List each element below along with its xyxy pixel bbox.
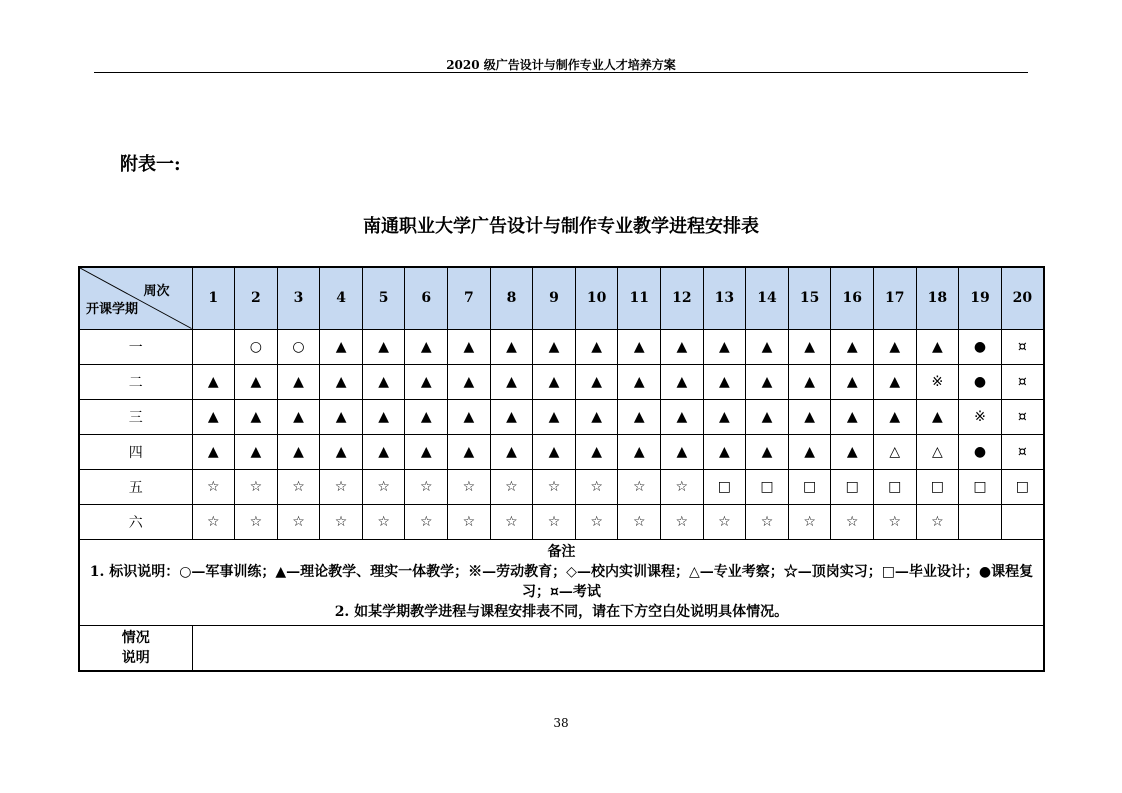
- week-header-1: 1: [192, 267, 235, 329]
- schedule-cell: ¤: [1001, 434, 1044, 469]
- schedule-cell: ▲: [746, 364, 789, 399]
- notes-title: 备注: [547, 544, 576, 560]
- schedule-cell: □: [703, 469, 746, 504]
- schedule-cell: ☆: [362, 469, 405, 504]
- schedule-cell: ☆: [277, 469, 320, 504]
- schedule-cell: □: [916, 469, 959, 504]
- schedule-cell: ▲: [277, 364, 320, 399]
- schedule-cell: ※: [959, 399, 1002, 434]
- schedule-cell: ▲: [831, 399, 874, 434]
- schedule-cell: ▲: [362, 434, 405, 469]
- schedule-cell: ☆: [235, 469, 278, 504]
- table-row: [79, 434, 1044, 469]
- schedule-cell: ▲: [618, 399, 661, 434]
- schedule-cell: ▲: [746, 399, 789, 434]
- schedule-cell: ▲: [575, 399, 618, 434]
- schedule-cell: ▲: [362, 364, 405, 399]
- schedule-cell: ▲: [192, 364, 235, 399]
- schedule-cell: ▲: [788, 399, 831, 434]
- schedule-cell: ▲: [916, 399, 959, 434]
- week-header-12: 12: [661, 267, 704, 329]
- term-cell: 一: [79, 329, 192, 364]
- schedule-cell: □: [788, 469, 831, 504]
- schedule-cell: ☆: [448, 469, 491, 504]
- schedule-cell: [1001, 504, 1044, 539]
- schedule-cell: ▲: [746, 434, 789, 469]
- schedule-table: [78, 266, 1045, 672]
- week-header-5: 5: [362, 267, 405, 329]
- schedule-cell: ▲: [831, 329, 874, 364]
- schedule-cell: ▲: [448, 329, 491, 364]
- schedule-cell: ¤: [1001, 399, 1044, 434]
- week-header-4: 4: [320, 267, 363, 329]
- week-header-16: 16: [831, 267, 874, 329]
- week-header-9: 9: [533, 267, 576, 329]
- week-header-19: 19: [959, 267, 1002, 329]
- schedule-cell: ●: [959, 434, 1002, 469]
- schedule-cell: ¤: [1001, 329, 1044, 364]
- schedule-cell: ▲: [362, 329, 405, 364]
- schedule-cell: ☆: [192, 469, 235, 504]
- schedule-cell: ☆: [618, 469, 661, 504]
- schedule-cell: ☆: [661, 469, 704, 504]
- schedule-cell: ¤: [1001, 364, 1044, 399]
- schedule-cell: □: [874, 469, 917, 504]
- schedule-cell: ※: [916, 364, 959, 399]
- notes-cell: [79, 539, 1044, 625]
- schedule-cell: ▲: [618, 364, 661, 399]
- schedule-cell: ▲: [448, 434, 491, 469]
- schedule-cell: ▲: [533, 399, 576, 434]
- week-header-10: 10: [575, 267, 618, 329]
- table-row: [79, 504, 1044, 539]
- schedule-cell: ▲: [320, 399, 363, 434]
- schedule-cell: ○: [277, 329, 320, 364]
- schedule-cell: ▲: [661, 329, 704, 364]
- week-header-14: 14: [746, 267, 789, 329]
- schedule-cell: ▲: [533, 329, 576, 364]
- schedule-cell: ☆: [575, 504, 618, 539]
- schedule-cell: ▲: [235, 364, 278, 399]
- schedule-cell: ☆: [618, 504, 661, 539]
- week-header-7: 7: [448, 267, 491, 329]
- schedule-cell: ▲: [661, 399, 704, 434]
- schedule-cell: ▲: [788, 329, 831, 364]
- term-cell: 四: [79, 434, 192, 469]
- schedule-cell: ▲: [618, 329, 661, 364]
- schedule-cell: □: [1001, 469, 1044, 504]
- schedule-cell: ▲: [192, 434, 235, 469]
- schedule-cell: □: [746, 469, 789, 504]
- schedule-cell: [192, 329, 235, 364]
- schedule-cell: ▲: [405, 434, 448, 469]
- schedule-cell: ☆: [320, 504, 363, 539]
- page-number: 38: [553, 716, 569, 730]
- schedule-cell: ☆: [362, 504, 405, 539]
- schedule-cell: ☆: [490, 469, 533, 504]
- schedule-cell: ▲: [490, 364, 533, 399]
- term-cell: 五: [79, 469, 192, 504]
- schedule-cell: ▲: [235, 399, 278, 434]
- week-header-11: 11: [618, 267, 661, 329]
- schedule-cell: ▲: [703, 434, 746, 469]
- schedule-cell: ●: [959, 329, 1002, 364]
- schedule-cell: ▲: [661, 364, 704, 399]
- schedule-cell: ☆: [235, 504, 278, 539]
- schedule-cell: ☆: [831, 504, 874, 539]
- week-header-3: 3: [277, 267, 320, 329]
- term-cell: 二: [79, 364, 192, 399]
- note-1-line-2: 习；¤—考试: [521, 584, 601, 600]
- week-header-13: 13: [703, 267, 746, 329]
- schedule-cell: ▲: [448, 364, 491, 399]
- schedule-cell: ▲: [533, 434, 576, 469]
- schedule-cell: ▲: [320, 329, 363, 364]
- schedule-cell: ☆: [575, 469, 618, 504]
- schedule-cell: □: [959, 469, 1002, 504]
- table-row: [79, 469, 1044, 504]
- schedule-cell: ▲: [788, 364, 831, 399]
- schedule-cell: ▲: [277, 434, 320, 469]
- schedule-cell: ▲: [575, 434, 618, 469]
- schedule-cell: ☆: [874, 504, 917, 539]
- schedule-cell: ▲: [405, 399, 448, 434]
- situation-label-line-1: 情况: [121, 629, 150, 646]
- schedule-cell: ☆: [703, 504, 746, 539]
- schedule-cell: ▲: [703, 399, 746, 434]
- schedule-cell: ▲: [448, 399, 491, 434]
- schedule-cell: ▲: [490, 329, 533, 364]
- table-row: [79, 399, 1044, 434]
- schedule-cell: ☆: [192, 504, 235, 539]
- schedule-cell: ▲: [618, 434, 661, 469]
- schedule-cell: ▲: [874, 364, 917, 399]
- schedule-cell: ▲: [788, 434, 831, 469]
- schedule-cell: ☆: [746, 504, 789, 539]
- week-header-17: 17: [874, 267, 917, 329]
- schedule-cell: ▲: [320, 434, 363, 469]
- schedule-cell: ▲: [874, 329, 917, 364]
- week-header-18: 18: [916, 267, 959, 329]
- schedule-cell: ▲: [746, 329, 789, 364]
- term-cell: 三: [79, 399, 192, 434]
- schedule-cell: ☆: [533, 469, 576, 504]
- schedule-cell: ▲: [277, 399, 320, 434]
- header-row: [79, 267, 1044, 329]
- week-header-6: 6: [405, 267, 448, 329]
- schedule-cell: ▲: [192, 399, 235, 434]
- situation-blank-area[interactable]: [192, 625, 1044, 671]
- schedule-cell: ☆: [533, 504, 576, 539]
- situation-label-line-2: 说明: [121, 649, 150, 666]
- schedule-cell: ☆: [277, 504, 320, 539]
- schedule-cell: ☆: [320, 469, 363, 504]
- note-2: 2. 如某学期教学进程与课程安排表不同，请在下方空白处说明具体情况。: [334, 604, 789, 620]
- appendix-label: 附表一:: [120, 154, 181, 175]
- schedule-cell: ☆: [405, 469, 448, 504]
- page-header: 2020 级广告设计与制作专业人才培养方案: [446, 58, 676, 72]
- term-cell: 六: [79, 504, 192, 539]
- schedule-cell: ▲: [533, 364, 576, 399]
- schedule-cell: □: [831, 469, 874, 504]
- schedule-cell: ☆: [916, 504, 959, 539]
- corner-cell: [79, 267, 192, 329]
- schedule-cell: ▲: [916, 329, 959, 364]
- notes-row: [79, 539, 1044, 625]
- week-header-8: 8: [490, 267, 533, 329]
- corner-term-label: 开课学期: [86, 301, 139, 317]
- schedule-cell: ▲: [405, 329, 448, 364]
- table-title: 南通职业大学广告设计与制作专业教学进程安排表: [363, 216, 759, 237]
- note-1-line-1: 1. 标识说明：○—军事训练；▲—理论教学、理实一体教学；※—劳动教育；◇—校内实训课程；△—专业考察；☆—顶岗实习；□—毕业设计；●课程复: [89, 564, 1034, 580]
- schedule-cell: ▲: [874, 399, 917, 434]
- schedule-cell: ▲: [703, 364, 746, 399]
- schedule-cell: ▲: [490, 434, 533, 469]
- schedule-cell: ☆: [490, 504, 533, 539]
- schedule-cell: ▲: [661, 434, 704, 469]
- schedule-cell: ▲: [490, 399, 533, 434]
- schedule-cell: ●: [959, 364, 1002, 399]
- schedule-cell: ▲: [235, 434, 278, 469]
- schedule-cell: ▲: [405, 364, 448, 399]
- week-header-2: 2: [235, 267, 278, 329]
- header-rule: [94, 72, 1028, 73]
- schedule-cell: ▲: [831, 434, 874, 469]
- schedule-cell: ○: [235, 329, 278, 364]
- schedule-cell: ▲: [320, 364, 363, 399]
- situation-label: [79, 625, 192, 671]
- schedule-cell: ▲: [575, 364, 618, 399]
- schedule-cell: ▲: [575, 329, 618, 364]
- schedule-cell: ☆: [661, 504, 704, 539]
- schedule-cell: △: [874, 434, 917, 469]
- week-header-20: 20: [1001, 267, 1044, 329]
- table-row: [79, 364, 1044, 399]
- schedule-cell: [959, 504, 1002, 539]
- table-row: [79, 329, 1044, 364]
- schedule-cell: ▲: [703, 329, 746, 364]
- schedule-cell: ☆: [788, 504, 831, 539]
- schedule-cell: ☆: [448, 504, 491, 539]
- corner-week-label: 周次: [143, 284, 170, 299]
- schedule-cell: ☆: [405, 504, 448, 539]
- week-header-15: 15: [788, 267, 831, 329]
- schedule-cell: ▲: [362, 399, 405, 434]
- schedule-cell: ▲: [831, 364, 874, 399]
- schedule-cell: △: [916, 434, 959, 469]
- situation-row: [79, 625, 1044, 671]
